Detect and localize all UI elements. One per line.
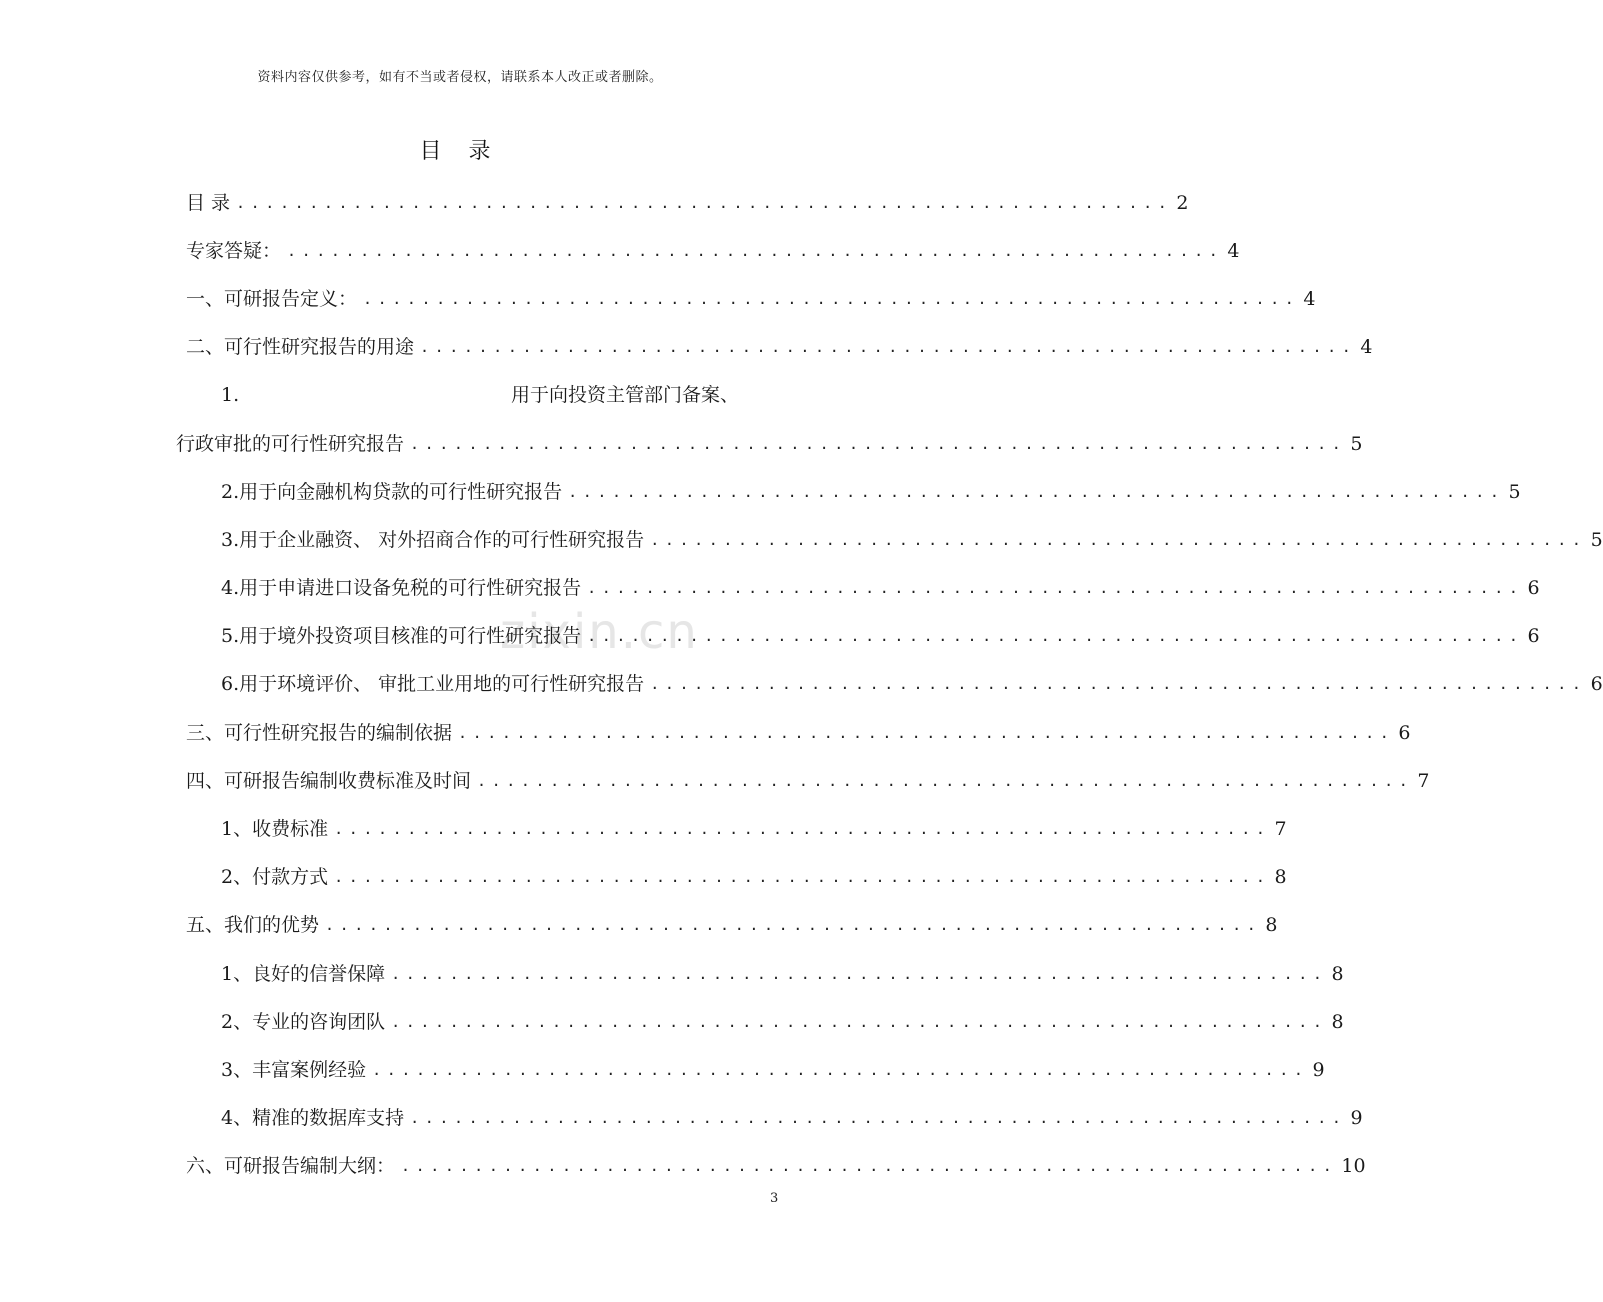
toc-entry-text: 专家答疑：	[186, 240, 282, 262]
toc-entry-page: 8	[1331, 1011, 1344, 1033]
toc-leader-dots: ................................................................	[236, 194, 1173, 212]
toc-entry-page: 5	[1508, 481, 1521, 503]
toc-entry-text: 可研报告定义：	[224, 288, 358, 310]
toc-entry-text: 可行性研究报告的编制依据	[224, 722, 453, 744]
toc-entry-page: 6	[1527, 577, 1540, 599]
toc-entry-text: 用于境外投资项目核准的可行性研究报告	[239, 625, 582, 647]
toc-entry-number: 1.	[221, 384, 240, 406]
toc-leader-dots: ................................................................	[391, 965, 1328, 983]
toc-entry-text: 用于向金融机构贷款的可行性研究报告	[239, 481, 563, 503]
toc-entry-text: 专业的咨询团队	[252, 1011, 386, 1033]
toc-entry-number: 2、	[221, 1011, 253, 1033]
toc-entry-number: 5.	[221, 625, 240, 647]
toc-entry-page: 4	[1360, 336, 1373, 358]
toc-entry-number: 3、	[221, 1059, 253, 1081]
toc-entry[interactable]	[186, 282, 1316, 312]
toc-entry-number: 五、	[186, 914, 225, 936]
toc-entry-text: 付款方式	[252, 866, 329, 888]
toc-leader-dots: ................................................................	[391, 1013, 1328, 1031]
toc-leader-dots: ................................................................	[587, 579, 1524, 597]
toc-entry[interactable]	[186, 330, 1373, 360]
header-disclaimer: 资料内容仅供参考，如有不当或者侵权，请联系本人改正或者删除。	[257, 70, 663, 85]
toc-entry-page: 6	[1527, 625, 1540, 647]
toc-entry-number: 2.	[221, 481, 240, 503]
toc-leader-dots: ................................................................	[477, 772, 1414, 790]
watermark: zixin.cn	[500, 604, 699, 660]
toc-entry-page: 6	[1590, 673, 1603, 695]
toc-leader-dots: ................................................................	[420, 338, 1357, 356]
toc-entry[interactable]	[186, 764, 1430, 794]
toc-entry-page: 5	[1590, 529, 1603, 551]
toc-entry-text: 用于企业融资、 对外招商合作的可行性研究报告	[239, 529, 645, 551]
toc-entry-text: 目 录	[186, 192, 231, 214]
toc-entry[interactable]	[221, 860, 1287, 890]
toc-entry[interactable]	[221, 619, 1540, 649]
toc-leader-dots: ................................................................	[587, 627, 1524, 645]
toc-entry[interactable]	[221, 667, 1603, 697]
toc-leader-dots: ................................................................	[458, 724, 1395, 742]
toc-entry-text: 收费标准	[252, 818, 329, 840]
toc-entry-page: 4	[1227, 240, 1240, 262]
toc-leader-dots: ................................................................	[334, 868, 1271, 886]
toc-entry[interactable]	[221, 571, 1540, 601]
toc-entry-number: 1、	[221, 963, 253, 985]
toc-entry-number: 二、	[186, 336, 225, 358]
toc-entry-continuation[interactable]	[176, 427, 1363, 457]
toc-entry-page: 4	[1303, 288, 1316, 310]
toc-entry-text: 可研报告编制收费标准及时间	[224, 770, 472, 792]
toc-entry-page: 5	[1350, 433, 1363, 455]
toc-entry-text: 丰富案例经验	[252, 1059, 367, 1081]
toc-entry-number: 1、	[221, 818, 253, 840]
toc-entry[interactable]	[221, 812, 1287, 842]
toc-entry-text: 用于申请进口设备免税的可行性研究报告	[239, 577, 582, 599]
toc-entry-page: 2	[1176, 192, 1189, 214]
toc-entry-page: 9	[1312, 1059, 1325, 1081]
toc-leader-dots: ................................................................	[410, 435, 1347, 453]
toc-entry-number: 三、	[186, 722, 225, 744]
toc-entry-page: 7	[1417, 770, 1430, 792]
toc-entry-page: 7	[1274, 818, 1287, 840]
toc-entry[interactable]	[186, 234, 1240, 264]
toc-entry-page: 6	[1398, 722, 1411, 744]
toc-entry-page: 8	[1331, 963, 1344, 985]
toc-entry-page: 8	[1265, 914, 1278, 936]
page-number: 3	[770, 1191, 779, 1206]
toc-entry[interactable]	[221, 1053, 1325, 1083]
toc-entry-page: 10	[1341, 1155, 1366, 1177]
toc-leader-dots: ................................................................	[401, 1157, 1338, 1175]
toc-leader-dots: ................................................................	[334, 820, 1271, 838]
toc-entry-number: 六、	[186, 1155, 225, 1177]
toc-entry-number: 四、	[186, 770, 225, 792]
toc-leader-dots: ................................................................	[568, 483, 1505, 501]
toc-leader-dots: ................................................................	[410, 1109, 1347, 1127]
toc-entry[interactable]	[221, 378, 780, 408]
toc-leader-dots: ................................................................	[372, 1061, 1309, 1079]
toc-entry[interactable]	[186, 1149, 1366, 1179]
toc-entry-text: 可行性研究报告的用途	[224, 336, 415, 358]
toc-entry[interactable]	[186, 186, 1189, 216]
toc-entry[interactable]	[221, 1101, 1363, 1131]
toc-entry-number: 2、	[221, 866, 253, 888]
toc-entry-text: 我们的优势	[224, 914, 320, 936]
toc-entry-text: 良好的信誉保障	[252, 963, 386, 985]
toc-entry-text: 可研报告编制大纲：	[224, 1155, 396, 1177]
toc-entry[interactable]	[221, 1005, 1344, 1035]
toc-entry[interactable]	[221, 523, 1603, 553]
toc-entry[interactable]	[186, 908, 1278, 938]
toc-leader-dots: ................................................................	[363, 290, 1300, 308]
toc-entry-number: 6.	[221, 673, 240, 695]
toc-leader-dots: ................................................................	[287, 242, 1224, 260]
toc-entry[interactable]	[221, 475, 1521, 505]
toc-entry-number: 4.	[221, 577, 240, 599]
toc-entry-page: 8	[1274, 866, 1287, 888]
toc-entry-text: 用于向投资主管部门备案、	[511, 384, 740, 406]
toc-entry-number: 4、	[221, 1107, 253, 1129]
toc-entry[interactable]	[221, 957, 1344, 987]
toc-leader-dots: ................................................................	[650, 531, 1587, 549]
toc-entry-text: 精准的数据库支持	[252, 1107, 405, 1129]
toc-entry[interactable]	[186, 716, 1411, 746]
toc-title: 目 录	[419, 139, 501, 164]
toc-entry-text: 用于环境评价、 审批工业用地的可行性研究报告	[239, 673, 645, 695]
toc-entry-number: 3.	[221, 529, 240, 551]
toc-leader-dots: ................................................................	[650, 675, 1587, 693]
toc-entry-page: 9	[1350, 1107, 1363, 1129]
toc-entry-number: 一、	[186, 288, 225, 310]
toc-leader-dots: ................................................................	[325, 916, 1262, 934]
toc-entry-text: 行政审批的可行性研究报告	[176, 433, 405, 455]
